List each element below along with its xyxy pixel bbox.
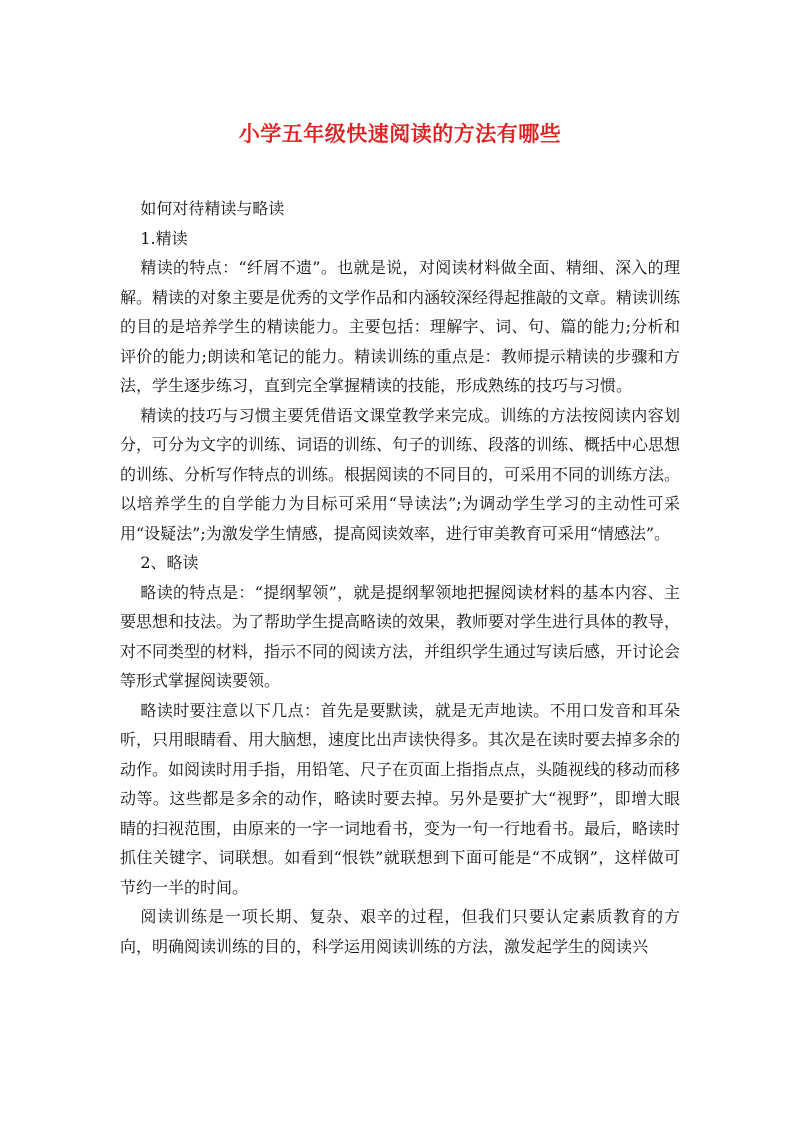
section-heading-intro: 如何对待精读与略读 [140,199,285,218]
section-heading-skimming: 2、略读 [140,553,199,572]
document-title: 小学五年级快速阅读的方法有哪些 [238,121,562,146]
paragraph-skimming-features: 略读的特点是：“提纲挈领”，就是提纲挈领地把握阅读材料的基本内容、主要思想和技法。为了帮助学生提高略读的效果，教师要对学生进行具体的教导，对不同类型的材料，指示不同的阅读方法，并组织学生通过写读后感，开讨论会等形式掌握阅读要领。 [120,582,681,690]
section-heading-intensive-reading: 1.精读 [140,228,188,248]
paragraph-skimming-tips: 略读时要注意以下几点：首先是要默读，就是无声地读。不用口发音和耳朵听，只用眼睛看、用大脑想，速度比出声读快得多。其次是在读时要去掉多余的动作。如阅读时用手指，用铅笔、尺子在页面上指指点点，头随视线的移动而移动等。这些都是多余的动作，略读时要去掉。另外是要扩大“视野”，即增大眼睛的扫视范围，由原来的一字一词地看书，变为一句一行地看书。最后，略读时抓住关键字、词联想。如看到“恨铁”就联想到下面可能是“不成钢”，这样做可节约一半的时间。 [120,700,681,897]
paragraph-intensive-methods: 精读的技巧与习惯主要凭借语文课堂教学来完成。训练的方法按阅读内容划分，可分为文字的训练、词语的训练、句子的训练、段落的训练、概括中心思想的训练、分析写作特点的训练。根据阅读的不同目的，可采用不同的训练方法。以培养学生的自学能力为目标可采用“导读法”;为调动学生学习的主动性可采用“设疑法”;为激发学生情感，提高阅读效率，进行审美教育可采用“情感法”。 [120,405,681,543]
document-body [120,194,680,961]
paragraph-reading-training: 阅读训练是一项长期、复杂、艰辛的过程，但我们只要认定素质教育的方向，明确阅读训练的目的，科学运用阅读训练的方法，激发起学生的阅读兴 [120,907,680,956]
paragraph-intensive-features: 精读的特点：“纤屑不遗”。也就是说，对阅读材料做全面、精细、深入的理解。精读的对象主要是优秀的文学作品和内涵较深经得起推敲的文章。精读训练的目的是培养学生的精读能力。主要包括：理解字、词、句、篇的能力;分析和评价的能力;朗读和笔记的能力。精读训练的重点是：教师提示精读的步骤和方法，学生逐步练习，直到完全掌握精读的技能，形成熟练的技巧与习惯。 [120,258,681,395]
